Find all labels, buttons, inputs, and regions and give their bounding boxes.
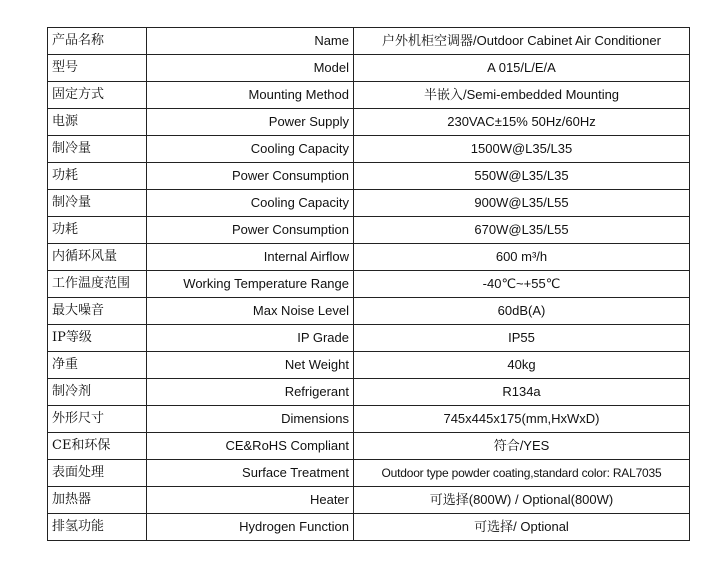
row-label-en: Refrigerant xyxy=(147,379,354,406)
table-row xyxy=(48,217,690,244)
row-label-en: Power Consumption xyxy=(147,163,354,190)
table-row xyxy=(48,325,690,352)
row-label-cn: IP等级 xyxy=(48,325,147,352)
row-label-cn: 内循环风量 xyxy=(48,244,147,271)
table-row xyxy=(48,460,690,487)
row-value: 550W@L35/L35 xyxy=(354,163,690,190)
row-value: 半嵌入/Semi-embedded Mounting xyxy=(354,82,690,109)
row-label-en: Power Supply xyxy=(147,109,354,136)
row-value: IP55 xyxy=(354,325,690,352)
row-value: Outdoor type powder coating,standard color: RAL7035 xyxy=(354,460,690,487)
row-value: 600 m³/h xyxy=(354,244,690,271)
row-label-cn: 净重 xyxy=(48,352,147,379)
table-row xyxy=(48,136,690,163)
table-row xyxy=(48,163,690,190)
table-row xyxy=(48,190,690,217)
row-value: 可选择(800W) / Optional(800W) xyxy=(354,487,690,514)
row-label-en: Cooling Capacity xyxy=(147,136,354,163)
row-label-cn: CE和环保 xyxy=(48,433,147,460)
row-value: 可选择/ Optional xyxy=(354,514,690,541)
table-row xyxy=(48,109,690,136)
row-label-cn: 制冷量 xyxy=(48,190,147,217)
row-label-en: Heater xyxy=(147,487,354,514)
row-value: 户外机柜空调器/Outdoor Cabinet Air Conditioner xyxy=(354,28,690,55)
table-row xyxy=(48,406,690,433)
row-value: 670W@L35/L55 xyxy=(354,217,690,244)
row-label-cn: 型号 xyxy=(48,55,147,82)
row-value: R134a xyxy=(354,379,690,406)
row-value: A 015/L/E/A xyxy=(354,55,690,82)
row-label-cn: 产品名称 xyxy=(48,28,147,55)
row-label-en: Working Temperature Range xyxy=(147,271,354,298)
row-label-en: Max Noise Level xyxy=(147,298,354,325)
row-label-en: Dimensions xyxy=(147,406,354,433)
row-label-cn: 固定方式 xyxy=(48,82,147,109)
row-label-en: Name xyxy=(147,28,354,55)
table-row xyxy=(48,28,690,55)
table-row xyxy=(48,82,690,109)
row-label-cn: 功耗 xyxy=(48,163,147,190)
row-label-en: Power Consumption xyxy=(147,217,354,244)
row-value: 230VAC±15% 50Hz/60Hz xyxy=(354,109,690,136)
row-value: 40kg xyxy=(354,352,690,379)
table-row xyxy=(48,55,690,82)
row-label-en: IP Grade xyxy=(147,325,354,352)
row-value: 60dB(A) xyxy=(354,298,690,325)
spec-table xyxy=(47,27,690,541)
table-row xyxy=(48,298,690,325)
row-value: -40℃~+55℃ xyxy=(354,271,690,298)
row-label-cn: 最大噪音 xyxy=(48,298,147,325)
row-value: 900W@L35/L55 xyxy=(354,190,690,217)
row-label-en: Internal Airflow xyxy=(147,244,354,271)
table-row xyxy=(48,271,690,298)
row-label-cn: 制冷剂 xyxy=(48,379,147,406)
row-label-cn: 外形尺寸 xyxy=(48,406,147,433)
table-row xyxy=(48,352,690,379)
row-label-cn: 加热器 xyxy=(48,487,147,514)
table-row xyxy=(48,487,690,514)
row-label-en: Hydrogen Function xyxy=(147,514,354,541)
row-label-en: Model xyxy=(147,55,354,82)
table-row xyxy=(48,379,690,406)
row-label-en: Surface Treatment xyxy=(147,460,354,487)
row-label-cn: 工作温度范围 xyxy=(48,271,147,298)
row-label-en: Net Weight xyxy=(147,352,354,379)
row-label-en: Cooling Capacity xyxy=(147,190,354,217)
row-value: 符合/YES xyxy=(354,433,690,460)
row-label-en: Mounting Method xyxy=(147,82,354,109)
row-label-cn: 功耗 xyxy=(48,217,147,244)
table-row xyxy=(48,244,690,271)
row-label-cn: 排氢功能 xyxy=(48,514,147,541)
spec-table-body xyxy=(48,28,690,541)
row-label-en: CE&RoHS Compliant xyxy=(147,433,354,460)
row-label-cn: 电源 xyxy=(48,109,147,136)
table-row xyxy=(48,514,690,541)
table-row xyxy=(48,433,690,460)
row-label-cn: 表面处理 xyxy=(48,460,147,487)
row-label-cn: 制冷量 xyxy=(48,136,147,163)
row-value: 745x445x175(mm,HxWxD) xyxy=(354,406,690,433)
row-value: 1500W@L35/L35 xyxy=(354,136,690,163)
